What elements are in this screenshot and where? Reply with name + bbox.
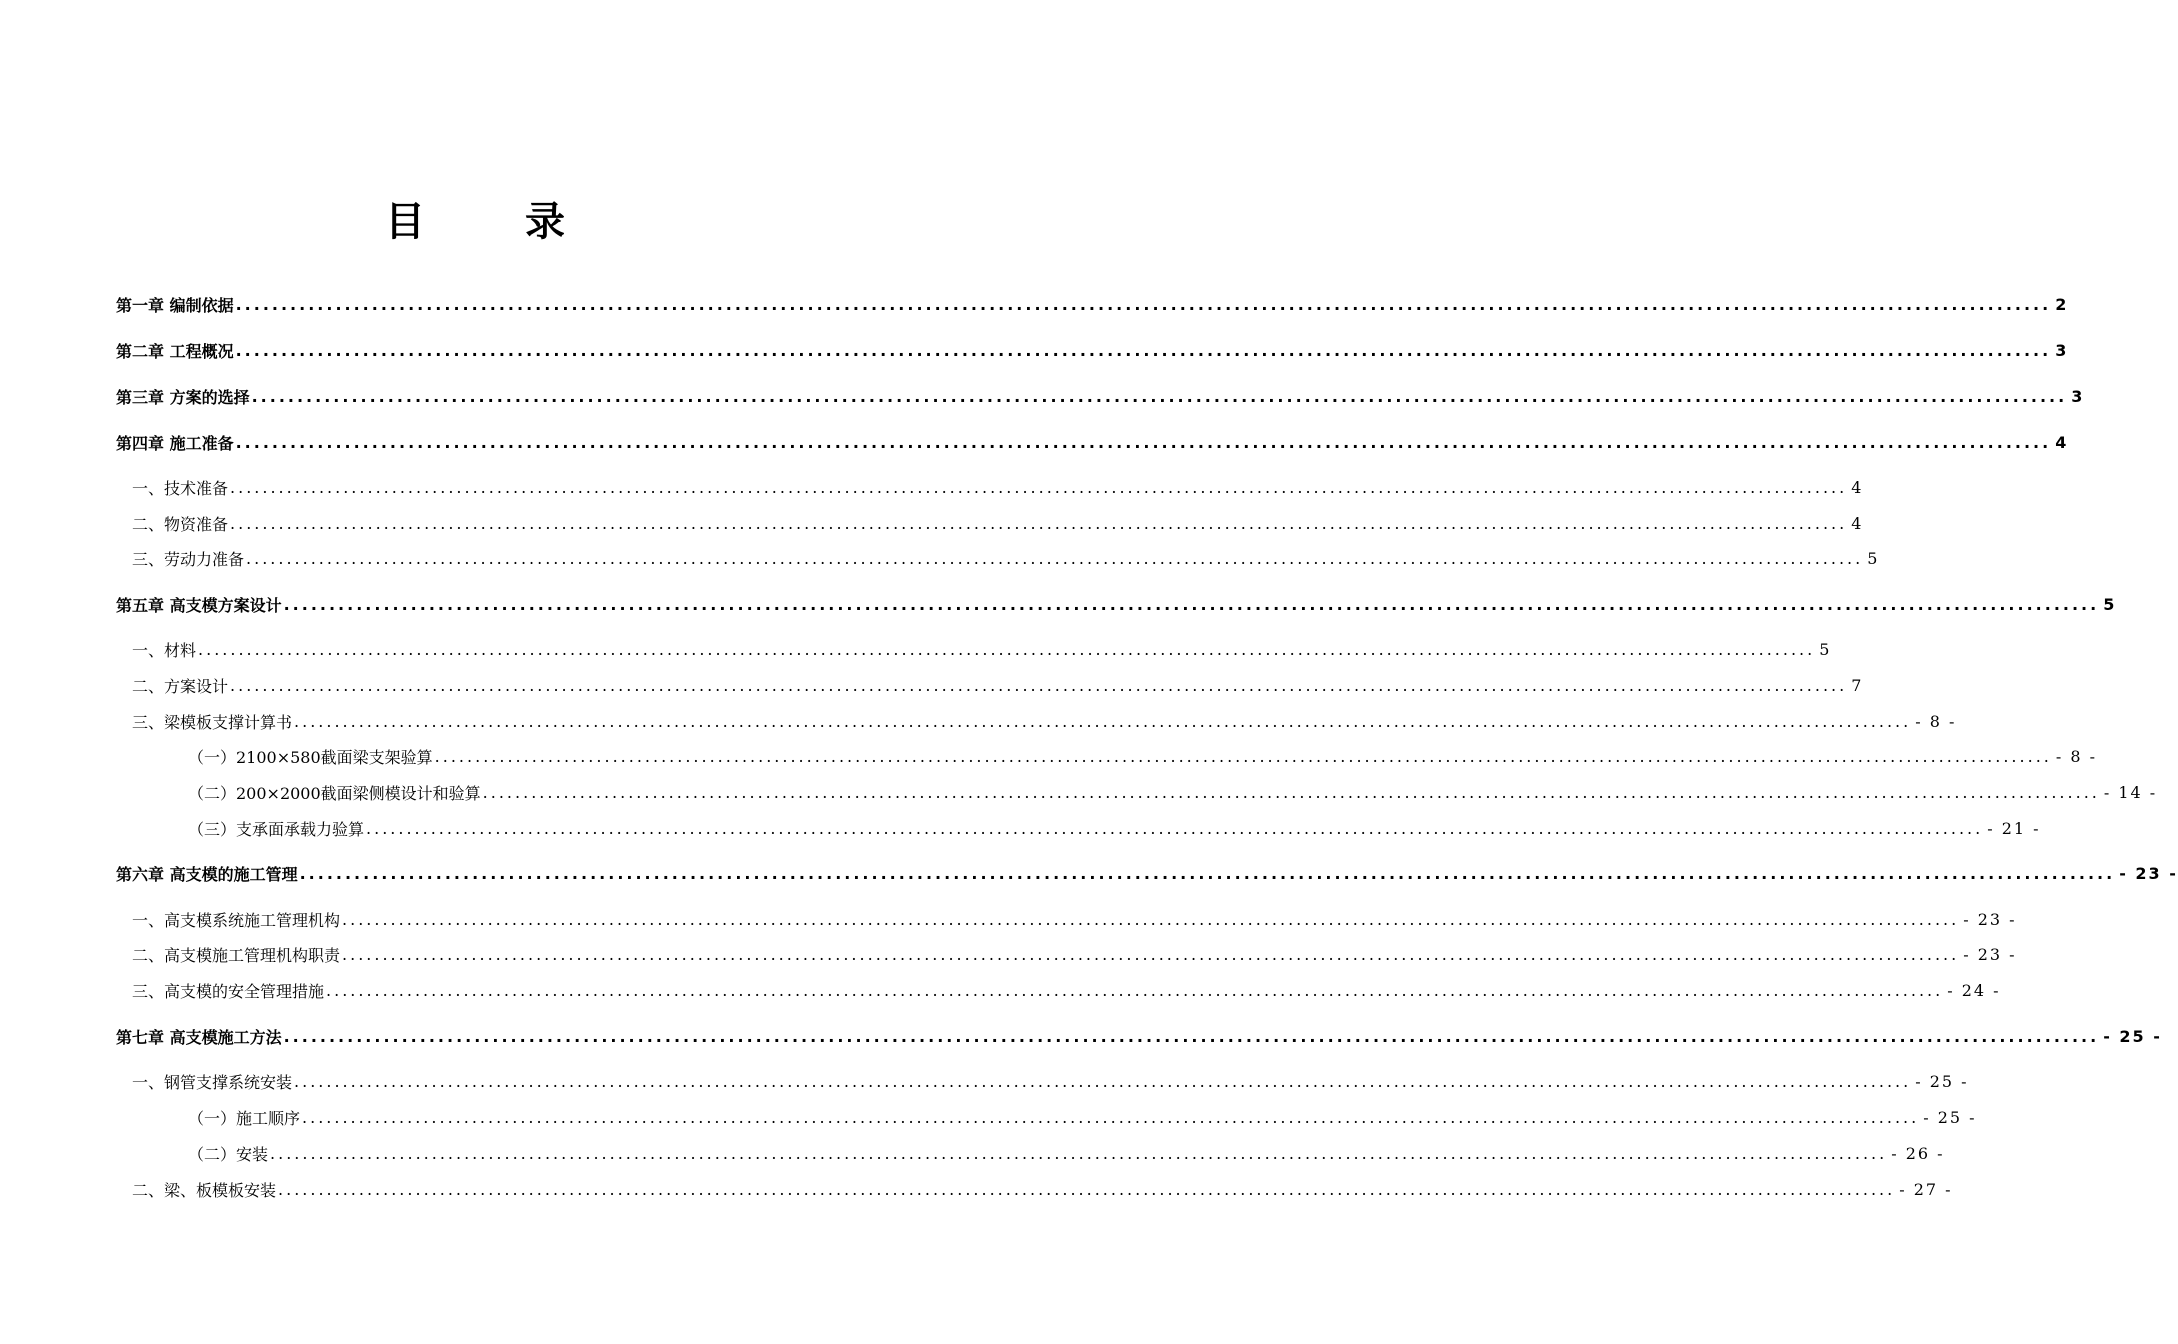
toc-entry[interactable] [116, 862, 2178, 884]
toc-leader: ........................................................................................................................................................................................................ [230, 675, 1848, 695]
toc-entry-text: 第二章 工程概况 [116, 341, 234, 361]
toc-entry[interactable] [188, 781, 2158, 803]
toc-entry-text: 三、劳动力准备 [132, 549, 245, 569]
toc-entry[interactable] [132, 547, 1880, 569]
toc-entry-text: （一）施工顺序 [188, 1108, 301, 1128]
toc-entry-text: 一、钢管支撑系统安装 [132, 1072, 293, 1092]
toc-entry-page: - 23 - [2119, 863, 2178, 883]
toc-entry-text: 第三章 方案的选择 [116, 387, 250, 407]
toc-entry-page: - 23 - [1963, 909, 2017, 929]
title-char-1: 目 [385, 198, 425, 245]
toc-leader: ........................................................................................................................................................................................................ [198, 639, 1816, 659]
toc-entry-text: 一、材料 [132, 640, 197, 660]
toc-entry-text: 二、物资准备 [132, 514, 229, 534]
toc-entry[interactable] [132, 1178, 1953, 1200]
toc-entry-page: - 14 - [2103, 782, 2158, 802]
toc-leader: ........................................................................................................................................................................................................ [230, 513, 1848, 533]
toc-entry-text: 第六章 高支模的施工管理 [116, 864, 298, 884]
toc-entry-page: 3 [2055, 340, 2069, 360]
toc-entry-text: （二）安装 [188, 1144, 269, 1164]
toc-entry-text: （三）支承面承载力验算 [188, 819, 365, 839]
toc-entry-page: - 25 - [2103, 1026, 2162, 1046]
toc-entry-text: 三、高支模的安全管理措施 [132, 981, 325, 1001]
toc-entry[interactable] [132, 943, 2017, 965]
toc-entry-text: （一）2100×580截面梁支架验算 [188, 747, 433, 767]
toc-entry-text: 二、高支模施工管理机构职责 [132, 945, 341, 965]
toc-entry-text: 第四章 施工准备 [116, 433, 234, 453]
toc-leader: ........................................................................................................................................................................................................ [283, 1026, 2100, 1046]
toc-entry-page: - 27 - [1899, 1179, 1953, 1199]
toc-leader: ........................................................................................................................................................................................................ [326, 980, 1944, 1000]
toc-leader: ........................................................................................................................................................................................................ [270, 1143, 1888, 1163]
toc-entry-text: （二）200×2000截面梁侧模设计和验算 [188, 783, 481, 803]
toc-entry-text: 二、方案设计 [132, 676, 229, 696]
toc-leader: ........................................................................................................................................................................................................ [230, 477, 1848, 497]
toc-entry-text: 第七章 高支模施工方法 [116, 1027, 282, 1047]
toc-leader: ........................................................................................................................................................................................................ [251, 386, 2068, 406]
toc-entry-page: 4 [1851, 513, 1864, 533]
toc-entry-text: 一、技术准备 [132, 478, 229, 498]
title-char-2: 录 [525, 198, 565, 245]
toc-entry[interactable] [188, 817, 2041, 839]
toc-leader: ........................................................................................................................................................................................................ [482, 782, 2100, 802]
toc-entry[interactable] [132, 674, 1864, 696]
toc-entry-page: - 26 - [1891, 1143, 1945, 1163]
toc-leader: ........................................................................................................................................................................................................ [342, 944, 1960, 964]
toc-entry[interactable] [132, 476, 1864, 498]
toc-entry-text: 一、高支模系统施工管理机构 [132, 910, 341, 930]
toc-entry-page: 5 [1819, 639, 1832, 659]
toc-entry[interactable] [116, 339, 2069, 361]
toc-entry-page: - 24 - [1947, 980, 2001, 1000]
toc-entry-page: - 8 - [2055, 746, 2098, 766]
toc-entry[interactable] [188, 745, 2098, 767]
toc-entry[interactable] [132, 908, 2017, 930]
toc-entry-text: 三、梁模板支撑计算书 [132, 712, 293, 732]
toc-entry[interactable] [116, 431, 2069, 453]
toc-entry[interactable] [116, 385, 2085, 407]
toc-leader: ........................................................................................................................................................................................................ [235, 294, 2052, 314]
toc-entry-page: - 21 - [1987, 818, 2041, 838]
toc-leader: ........................................................................................................................................................................................................ [246, 548, 1864, 568]
toc-entry-page: 4 [2055, 432, 2069, 452]
toc-entry-page: 3 [2071, 386, 2085, 406]
toc-entry-page: 7 [1851, 675, 1864, 695]
toc-entry-page: 5 [2103, 594, 2117, 614]
toc-entry-text: 二、梁、板模板安装 [132, 1180, 277, 1200]
toc-entry-page: - 25 - [1923, 1107, 1977, 1127]
toc-entry[interactable] [116, 593, 2117, 615]
toc-leader: ........................................................................................................................................................................................................ [294, 711, 1912, 731]
toc-leader: ........................................................................................................................................................................................................ [342, 909, 1960, 929]
toc-leader: ........................................................................................................................................................................................................ [235, 432, 2052, 452]
page-title [0, 188, 950, 248]
toc-leader: ........................................................................................................................................................................................................ [278, 1179, 1896, 1199]
toc-entry[interactable] [132, 1070, 1969, 1092]
toc-leader: ........................................................................................................................................................................................................ [235, 340, 2052, 360]
toc-entry-page: 5 [1867, 548, 1880, 568]
toc-entry[interactable] [132, 979, 2001, 1001]
toc-leader: ........................................................................................................................................................................................................ [302, 1107, 1920, 1127]
toc-entry[interactable] [188, 1142, 1945, 1164]
toc-leader: ........................................................................................................................................................................................................ [283, 594, 2100, 614]
toc-entry-text: 第五章 高支模方案设计 [116, 595, 282, 615]
toc-entry[interactable] [132, 710, 1957, 732]
toc-entry-page: 2 [2055, 294, 2069, 314]
toc-entry-text: 第一章 编制依据 [116, 295, 234, 315]
toc-leader: ........................................................................................................................................................................................................ [294, 1071, 1912, 1091]
toc-entry[interactable] [116, 1025, 2162, 1047]
toc-entry-page: - 25 - [1915, 1071, 1969, 1091]
toc-entry-page: 4 [1851, 477, 1864, 497]
toc-entry-page: - 23 - [1963, 944, 2017, 964]
toc-leader: ........................................................................................................................................................................................................ [366, 818, 1984, 838]
toc-entry-page: - 8 - [1915, 711, 1957, 731]
toc-leader: ........................................................................................................................................................................................................ [434, 746, 2052, 766]
toc-leader: ........................................................................................................................................................................................................ [299, 863, 2116, 883]
toc-entry[interactable] [188, 1106, 1977, 1128]
toc-entry[interactable] [132, 512, 1864, 534]
toc-entry[interactable] [132, 638, 1832, 660]
toc-entry[interactable] [116, 293, 2069, 315]
